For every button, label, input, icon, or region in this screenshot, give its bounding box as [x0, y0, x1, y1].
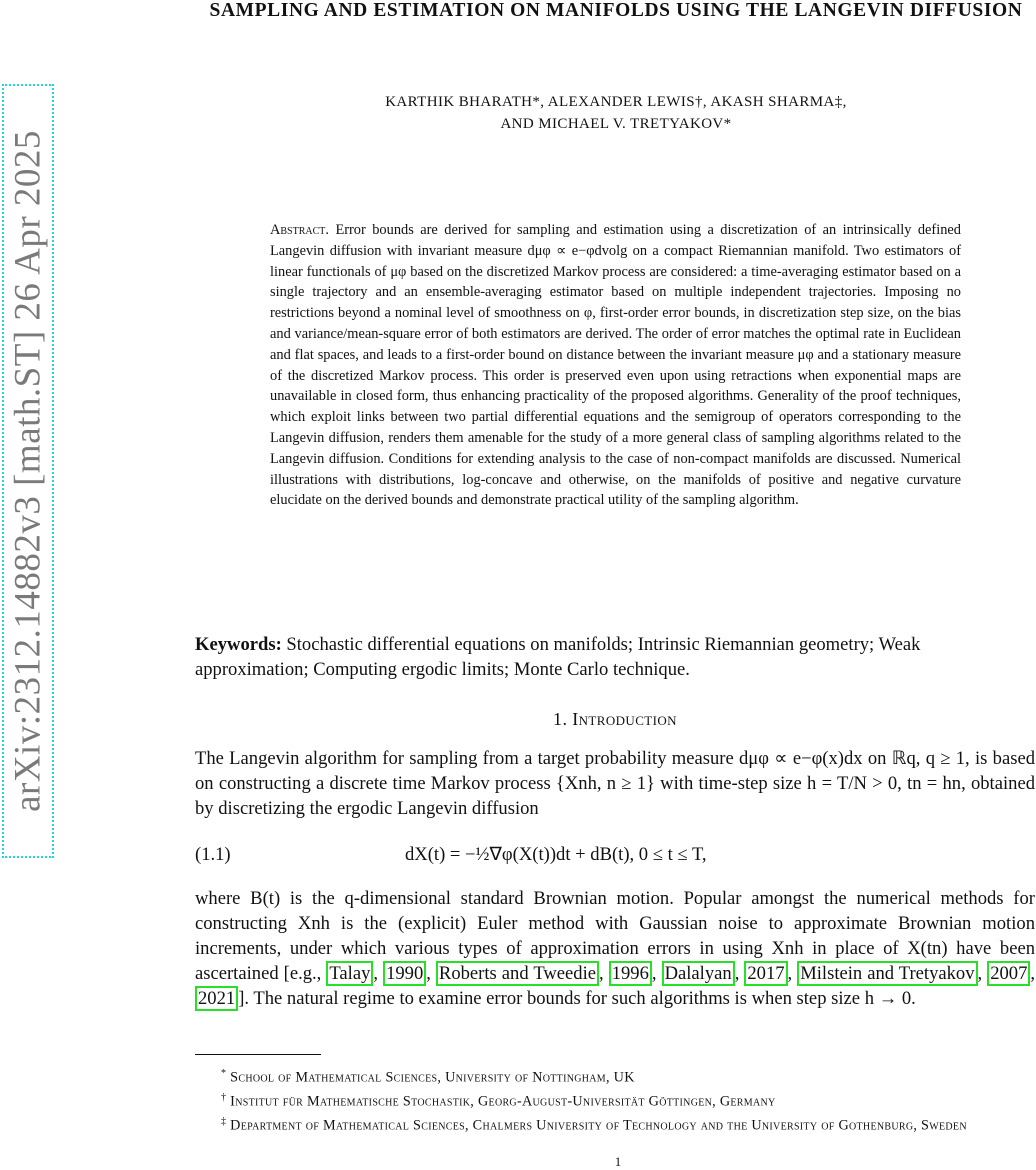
abstract-label: Abstract.: [270, 222, 329, 238]
citation-link[interactable]: 1996: [609, 961, 652, 986]
authors-line-1: KARTHIK BHARATH*, ALEXANDER LEWIS†, AKASH SHARMA‡,: [385, 94, 847, 110]
footnote-mark: *: [221, 1068, 227, 1079]
page-number: 1: [614, 1154, 622, 1169]
footnote: [195, 1088, 1030, 1112]
citation-link[interactable]: 2017: [744, 961, 787, 986]
citation-link[interactable]: Roberts and Tweedie: [436, 961, 599, 986]
second-paragraph: where B(t) is the q-dimensional standard Brownian motion. Popular amongst the numerical methods for constructing Xnh is the (explicit) Euler method with Gaussian noise to approximate Brownian motion increments, under which various types of approximation errors in using Xnh in place of X(tn) have been ascertained [e.g., Talay , 1990 , Roberts and Tweedie , 1996 , Dalalyan , 2017 , Milstein and Tretyakov , 2007 , 2021 ]. The natural regime to examine error bounds for such algorithms is when step size h → 0.: [195, 888, 1036, 1009]
paper-title: SAMPLING AND ESTIMATION ON MANIFOLDS USING THE LANGEVIN DIFFUSION: [209, 0, 1023, 21]
keywords-text: Stochastic differential equations on manifolds; Intrinsic Riemannian geometry; Weak approximation; Computing ergodic limits; Monte Carlo technique.: [195, 634, 921, 680]
citation-link[interactable]: Talay: [326, 961, 373, 986]
section-heading: 1. Introduction: [553, 709, 677, 729]
citation-link[interactable]: 1990: [383, 961, 426, 986]
keywords-label: Keywords:: [195, 634, 282, 655]
intro-paragraph: The Langevin algorithm for sampling from a target probability measure dμφ ∝ e−φ(x)dx on ℝq, q ≥ 1, is based on constructing a discrete time Markov process {Xnh, n ≥ 1} with time-step size h = T/N > 0, tn = hn, obtained by discretizing the ergodic Langevin diffusion: [195, 748, 1035, 819]
footnote: [195, 1064, 1030, 1088]
abstract: [270, 220, 961, 511]
equation-number: (1.1): [195, 844, 231, 865]
keywords: [195, 632, 1035, 682]
equation-1-1: [195, 830, 1035, 880]
footnote-text: School of Mathematical Sciences, University of Nottingham, UK: [230, 1069, 635, 1086]
citation-link[interactable]: 2021: [195, 986, 238, 1011]
footnote-text: Institut für Mathematische Stochastik, Georg-August-Universität Göttingen, Germany: [230, 1093, 776, 1110]
arxiv-stamp[interactable]: arXiv:2312.14882v3 [math.ST] 26 Apr 2025: [7, 130, 49, 812]
citation-link[interactable]: Milstein and Tretyakov: [797, 961, 977, 986]
citation-link[interactable]: 2007: [987, 961, 1030, 986]
para2-text-after: ]. The natural regime to examine error bounds for such algorithms is when step size h → 0.: [238, 988, 916, 1009]
para2-text-before: where B(t) is the q-dimensional standard Brownian motion. Popular amongst the numerical methods for constructing Xnh is the (explicit) Euler method with Gaussian noise to approximate Brownian motion increments, under which various types of approximation errors in using Xnh in place of X(tn) have been ascertained [e.g.,: [195, 888, 1035, 984]
footnotes: [195, 1064, 1030, 1137]
footnote-mark: †: [221, 1092, 227, 1104]
author-list: [196, 91, 1036, 135]
footnote-mark: ‡: [221, 1116, 227, 1128]
footnote-divider: [195, 1054, 321, 1055]
equation-body: dX(t) = −½∇φ(X(t))dt + dB(t), 0 ≤ t ≤ T,: [405, 844, 707, 865]
abstract-text: Error bounds are derived for sampling and estimation using a discretization of an intrinsically defined Langevin diffusion with invariant measure dμφ ∝ e−φdvolg on a compact Riemannian manifold. Two estimators of linear functionals of μφ based on the discretized Markov process are considered: a time-averaging estimator based on a single trajectory and an ensemble-averaging estimator based on multiple independent trajectories. Imposing no restrictions beyond a nominal level of smoothness on φ, first-order error bounds, in discretization step size, on the bias and variance/mean-square error of both estimators are derived. The order of error matches the optimal rate in Euclidean and flat spaces, and leads to a first-order bound on distance between the invariant measure μφ and a stationary measure of the discretized Markov process. This order is preserved even upon using retractions when exponential maps are unavailable in closed form, thus enhancing practicality of the proposed algorithms. Generality of the proof techniques, which exploit links between two partial differential equations and the semigroup of operators corresponding to the Langevin diffusion, renders them amenable for the study of a more general class of sampling algorithms related to the Langevin diffusion. Conditions for extending analysis to the case of non-compact manifolds are discussed. Numerical illustrations with distributions, log-concave and otherwise, on the manifolds of positive and negative curvature elucidate on the derived bounds and demonstrate practical utility of the sampling algorithm.: [270, 222, 961, 509]
citation-link[interactable]: Dalalyan: [662, 961, 735, 986]
footnote: [195, 1112, 1030, 1136]
footnote-text: Department of Mathematical Sciences, Chalmers University of Technology and the University of Gothenburg, Sweden: [230, 1118, 967, 1135]
authors-line-2: AND MICHAEL V. TRETYAKOV*: [500, 116, 732, 132]
